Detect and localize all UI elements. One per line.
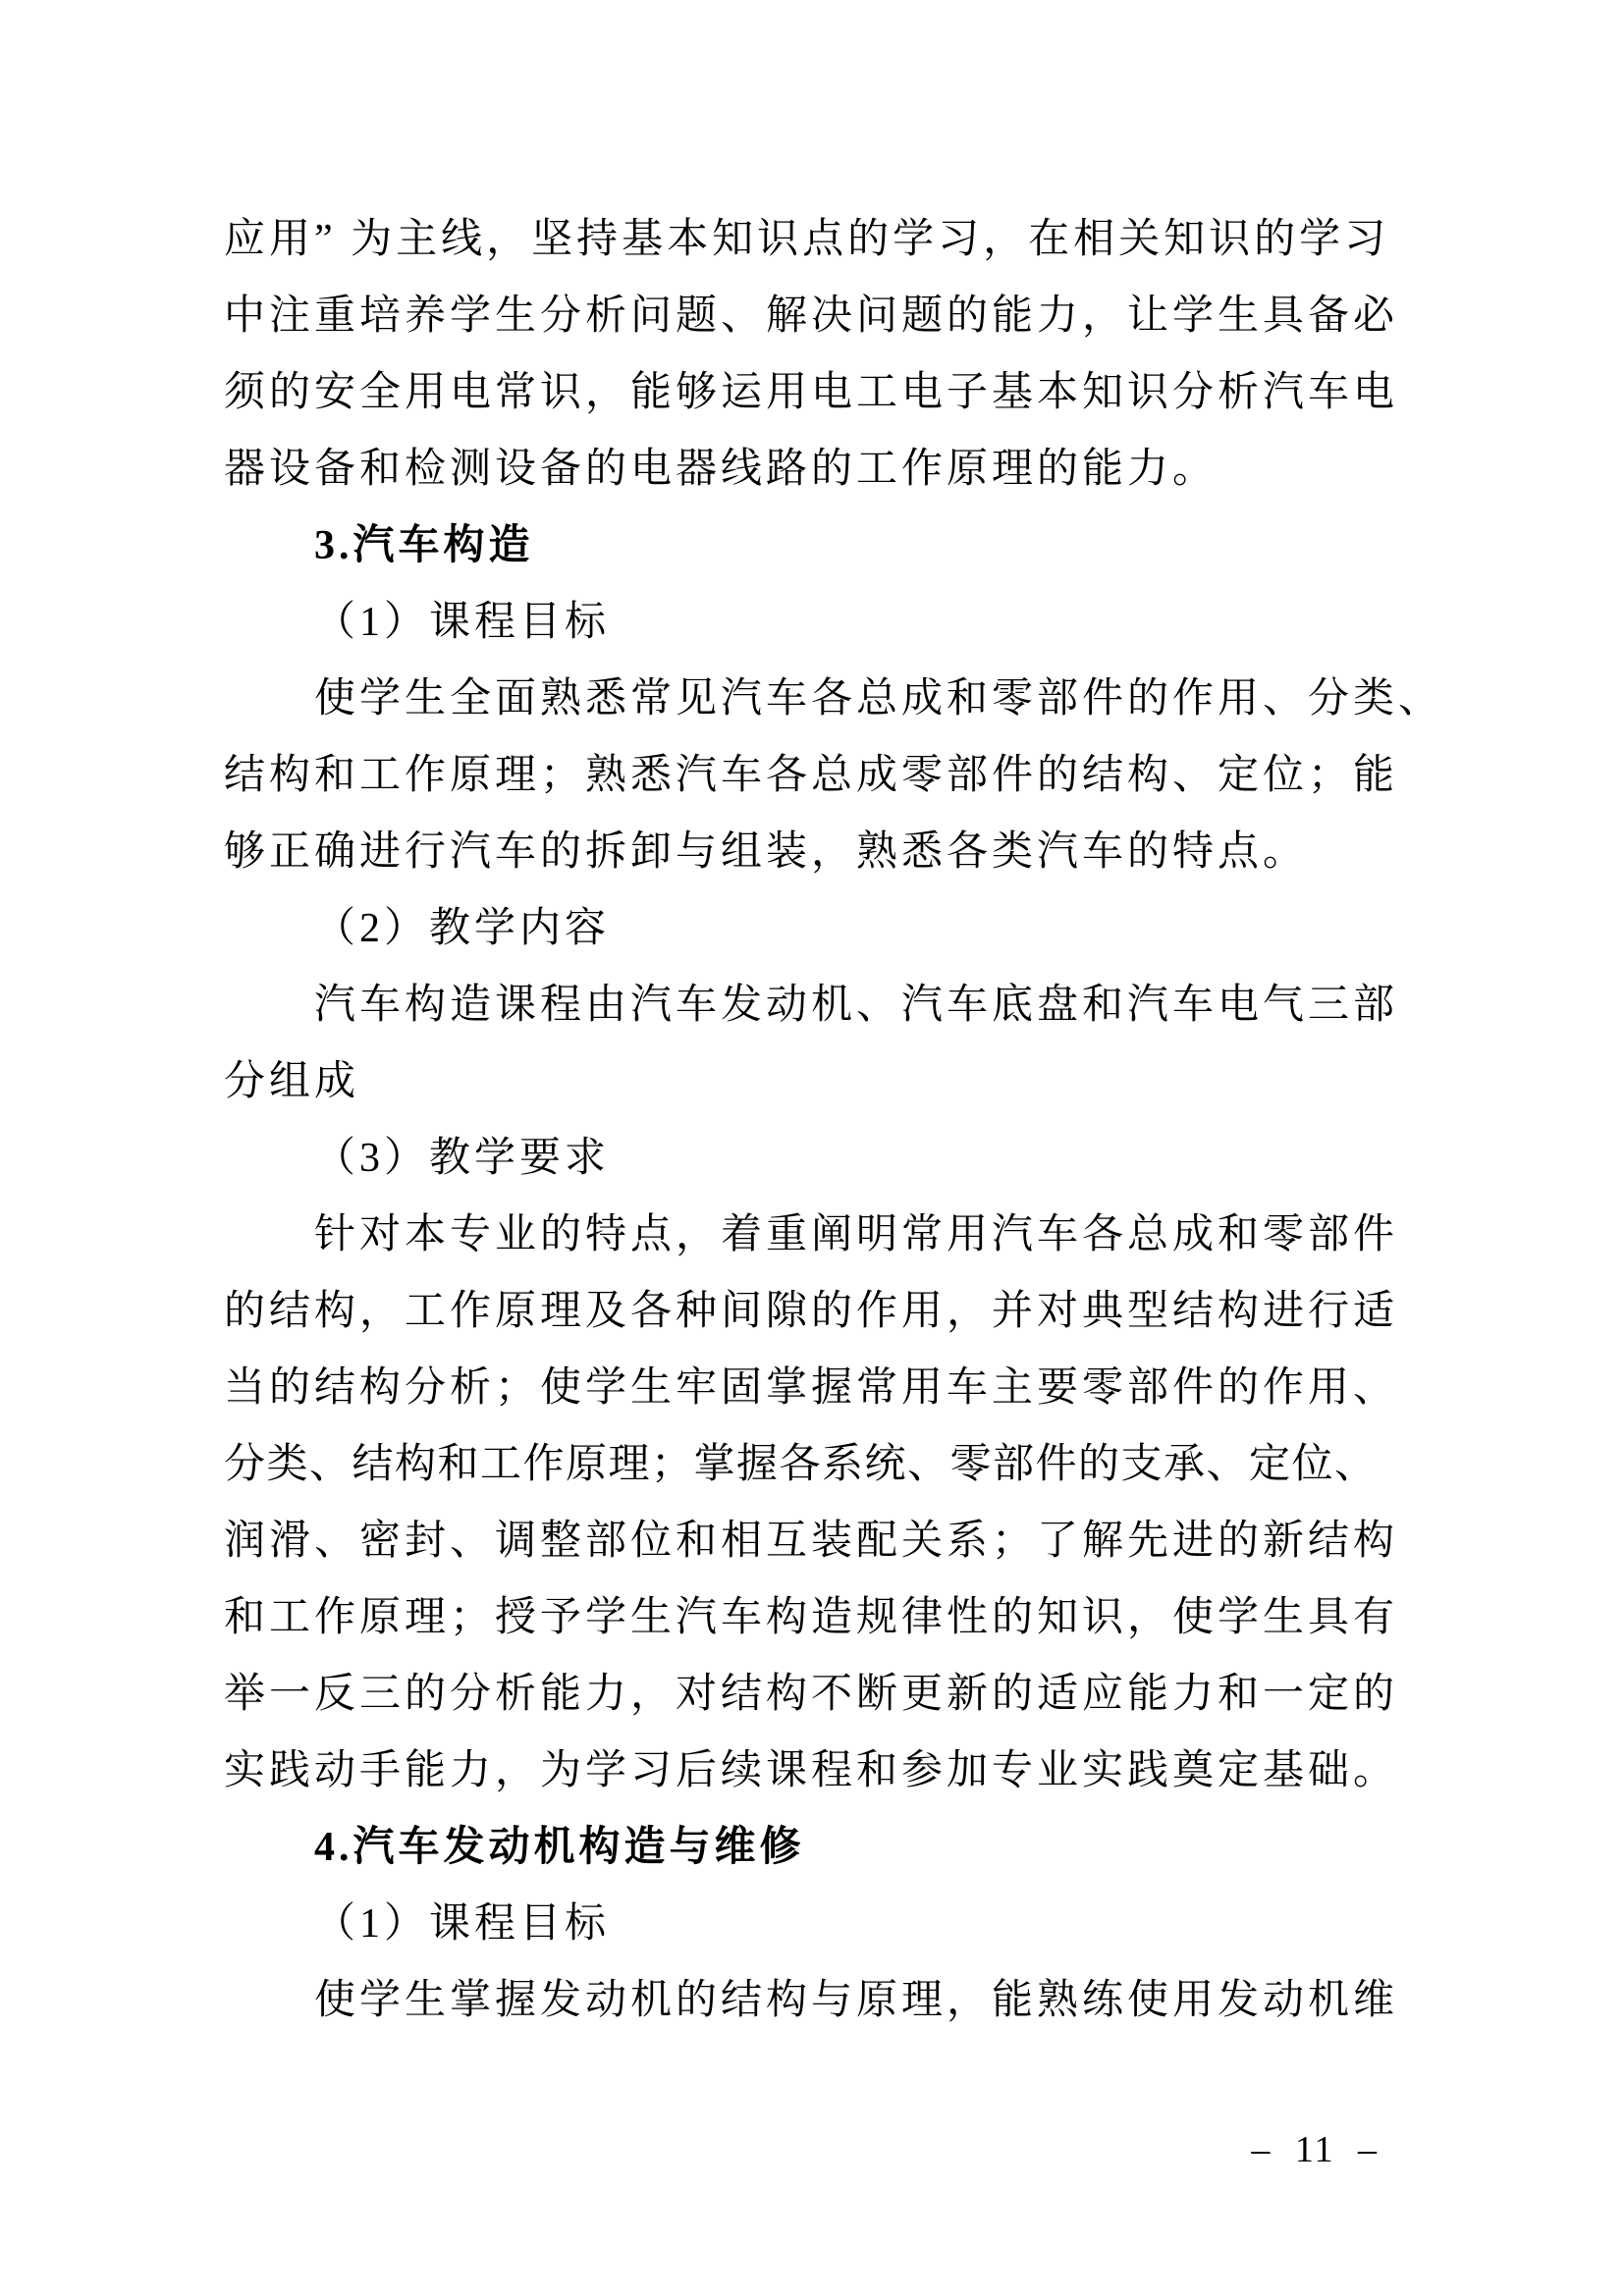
text-line: 的结构，工作原理及各种间隙的作用，并对典型结构进行适 (224, 1289, 1399, 1334)
text-line: （3）教学要求 (314, 1136, 611, 1181)
text-line: 应用” 为主线，坚持基本知识点的学习，在相关知识的学习 (224, 217, 1390, 262)
text-line: 汽车构造课程由汽车发动机、汽车底盘和汽车电气三部 (314, 983, 1399, 1028)
text-line: 和工作原理；授予学生汽车构造规律性的知识，使学生具有 (224, 1595, 1399, 1640)
text-line: （1）课程目标 (314, 1901, 611, 1947)
text-line: 分类、结构和工作原理；掌握各系统、零部件的支承、定位、 (224, 1442, 1378, 1487)
text-line: 使学生全面熟悉常见汽车各总成和零部件的作用、分类、 (314, 676, 1444, 721)
text-line: 当的结构分析；使学生牢固掌握常用车主要零部件的作用、 (224, 1365, 1399, 1411)
section-heading: 4.汽车发动机构造与维修 (314, 1825, 805, 1870)
document-body (224, 201, 1444, 2039)
text-line: 结构和工作原理；熟悉汽车各总成零部件的结构、定位；能 (224, 753, 1399, 798)
text-line: 针对本专业的特点，着重阐明常用汽车各总成和零部件 (314, 1212, 1399, 1257)
text-line: 实践动手能力，为学习后续课程和参加专业实践奠定基础。 (224, 1748, 1399, 1793)
text-line: 须的安全用电常识，能够运用电工电子基本知识分析汽车电 (224, 370, 1399, 415)
text-line: 使学生掌握发动机的结构与原理，能熟练使用发动机维 (314, 1978, 1399, 2023)
section-heading: 3.汽车构造 (314, 523, 534, 568)
text-line: （1）课程目标 (314, 600, 611, 645)
page-number: – 11 – (1251, 2129, 1379, 2170)
text-line: 够正确进行汽车的拆卸与组装，熟悉各类汽车的特点。 (224, 829, 1309, 875)
text-line: 分组成 (224, 1059, 360, 1104)
text-line: 举一反三的分析能力，对结构不断更新的适应能力和一定的 (224, 1672, 1399, 1717)
text-line: 器设备和检测设备的电器线路的工作原理的能力。 (224, 447, 1218, 492)
text-line: （2）教学内容 (314, 906, 611, 951)
text-line: 润滑、密封、调整部位和相互装配关系；了解先进的新结构 (224, 1519, 1399, 1564)
text-line: 中注重培养学生分析问题、解决问题的能力，让学生具备必 (224, 294, 1399, 339)
